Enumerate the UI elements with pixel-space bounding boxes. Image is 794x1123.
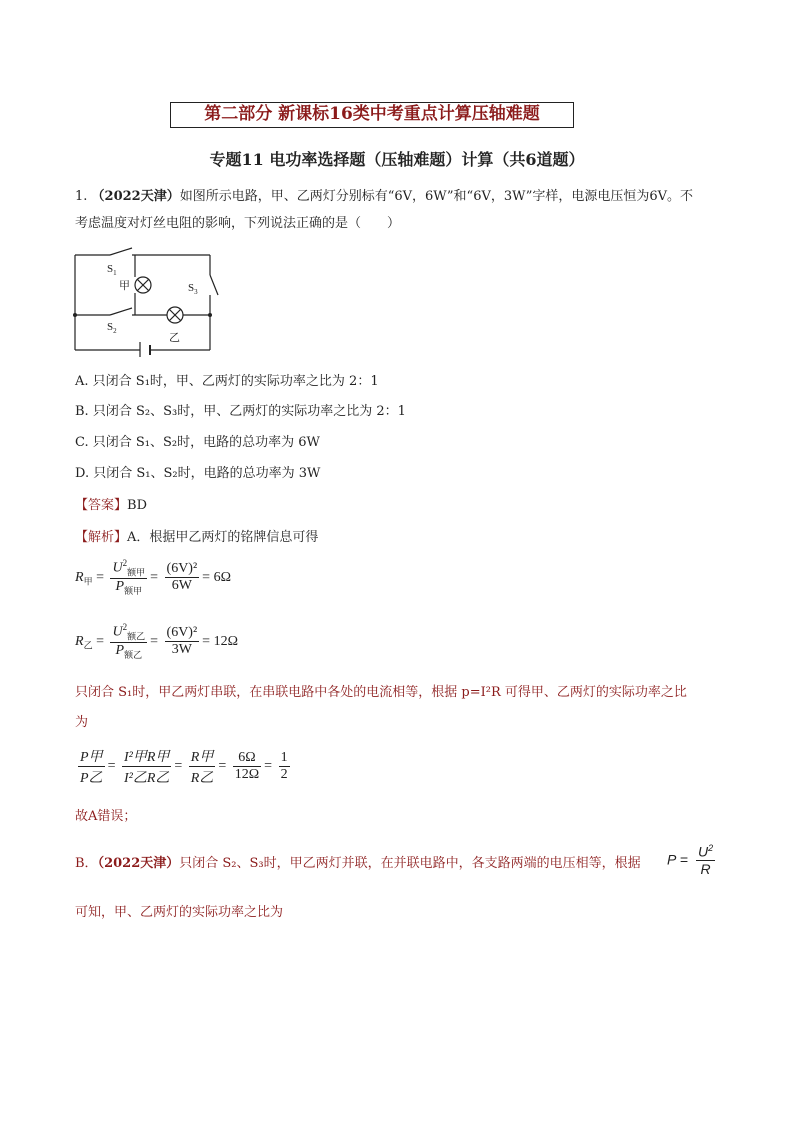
- topic-subtitle: 专题11 电功率选择题（压轴难题）计算（共6道题）: [209, 150, 585, 169]
- label-lamp-a: 甲: [119, 280, 130, 292]
- analysis-a-line-2: 为: [75, 715, 89, 730]
- analysis-intro: 【解析】A．根据甲乙两灯的铭牌信息可得: [75, 530, 319, 545]
- option-d: D. 只闭合 S₁、S₂时，电路的总功率为 3W: [75, 466, 321, 481]
- label-lamp-b: 乙: [169, 332, 180, 344]
- option-c: C. 只闭合 S₁、S₂时，电路的总功率为 6W: [75, 435, 320, 450]
- option-b: B. 只闭合 S₂、S₃时，甲、乙两灯的实际功率之比为 2：1: [75, 404, 406, 419]
- analysis-b-line-1: B．（2022天津）只闭合 S₂、S₃时，甲乙两灯并联，在并联电路中，各支路两端的电压相等，根据: [75, 856, 641, 871]
- label-s2: S: [107, 321, 114, 333]
- label-s3: S: [188, 282, 195, 294]
- formula-r-yi: $R_乙$ = $\frac{U^2_{额乙}}{P_{额乙}}$ = $\frac{\text{(6V)²}}{3W}$ = 12Ω: [75, 622, 238, 661]
- question-text-1: 如图所示电路，甲、乙两灯分别标有“6V，6W”和“6V，3W”字样，电源电压恒为6V。不: [179, 189, 694, 204]
- label-s1: S: [107, 263, 114, 275]
- section-title: 第二部分 新课标16类中考重点计算压轴难题: [170, 102, 574, 128]
- formula-p-u2-r: P = $\frac{U^2}{R}$: [667, 843, 714, 877]
- circuit-diagram: [70, 245, 220, 357]
- answer-value: BD: [127, 498, 147, 513]
- question-number: 1.: [75, 189, 88, 204]
- question-source: （2022天津）: [91, 189, 180, 204]
- answer-tag: 【答案】: [75, 498, 128, 513]
- formula-r-jia: $R_甲$ = $\frac{U^2_{额甲}}{P_{额甲}}$ = $\frac{\text{(6V)²}}{6W}$ = 6Ω: [75, 558, 231, 597]
- analysis-tag: 【解析】: [75, 530, 128, 545]
- svg-text:S3: $S_3$: [188, 282, 198, 296]
- answer-line: [75, 497, 147, 515]
- question-text-2: 考虑温度对灯丝电阻的影响，下列说法正确的是（ ）: [75, 216, 401, 231]
- analysis-b-line-2: 可知，甲、乙两灯的实际功率之比为: [75, 905, 284, 920]
- svg-text:S2: $S_2$: [107, 321, 117, 335]
- formula-power-ratio: $\frac{\text{P甲}}{\text{P乙}}$ = $\frac{\text{I²甲R甲}}{\text{I²乙R乙}}$ = $\frac{\text{R甲}}{\text{R乙}}$ = $\frac{6\Omega}{12\Omega}$ = $\frac{1}{2}$: [75, 746, 293, 787]
- analysis-a-line-1: 只闭合 S₁时，甲乙两灯串联，在串联电路中各处的电流相等，根据 p=I²R 可得甲、乙两灯的实际功率之比: [75, 685, 687, 700]
- question-line-1: [75, 188, 693, 206]
- option-a: A. 只闭合 S₁时，甲、乙两灯的实际功率之比为 2：1: [75, 374, 379, 389]
- conclusion-a: 故A错误；: [75, 809, 137, 824]
- svg-text:S1: $S_1$: [107, 263, 117, 277]
